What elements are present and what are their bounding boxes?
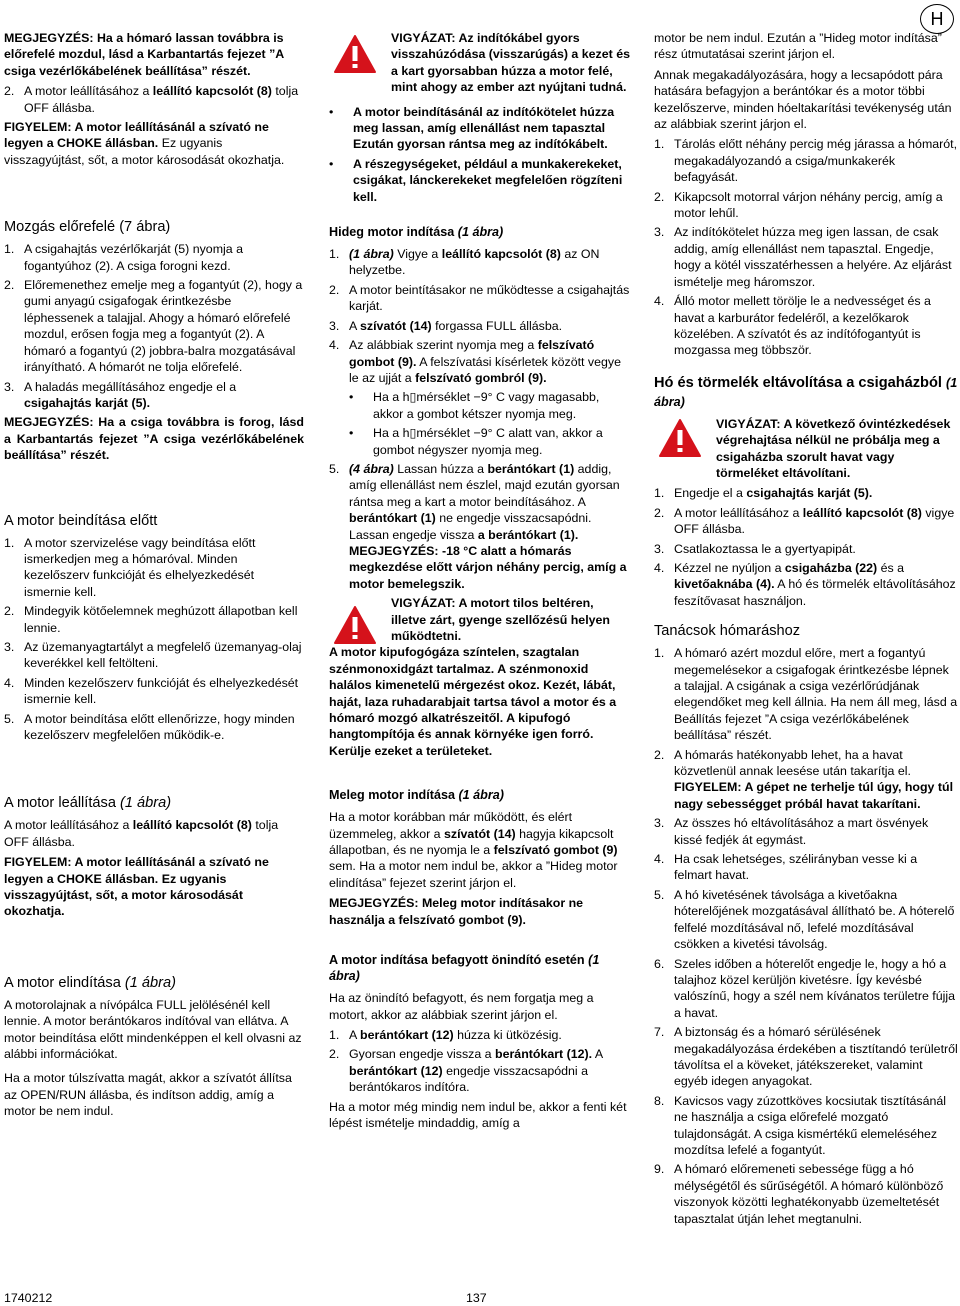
- body-paragraph: Ha a motor korábban már működött, és elért üzemmeleg, akkor a szívatót (14) hagyja kikapcsolt állapotban, és ne nyomja le a felszívató gombot (9) sem. Ha a motor nem indul be, akkor a ”Hideg motor elindítása” fejezet szerint járjon el.: [329, 810, 618, 890]
- list-item: 2. Gyorsan engedje vissza a berántókart (12). A berántókart (12) engedje visszacsapódni a berántókaros indítóra.: [329, 1047, 603, 1095]
- bullet-item: • A motor beindításánál az indítókötelet húzza meg lassan, amíg ellenállást nem tapasztal Ezután gyorsan rántsa meg az indítókábelt.: [329, 104, 615, 152]
- list-item: 2. Mindegyik kötőelemnek meghúzott állapotban kell lennie.: [4, 604, 298, 635]
- list-item: 1. A csigahajtás vezérlőkarját (5) nyomja a fogantyúhoz (2). A csiga forogni kezd.: [4, 242, 244, 273]
- body-paragraph: Ha az önindító befagyott, és nem forgatja meg a motort, akkor az alábbiak szerint járjon el.: [329, 991, 594, 1022]
- section-heading: A motor leállítása (1 ábra): [4, 795, 172, 812]
- list-item: 3. A szívatót (14) forgassa FULL állásba.: [329, 318, 563, 333]
- warning-triangle-icon: [333, 605, 377, 645]
- list-item: 2. Kikapcsolt motorral várjon néhány percig, amíg a motor lehűl.: [654, 189, 943, 221]
- section-heading: A motor indítása befagyott önindító esetén (1 ábra): [329, 953, 600, 984]
- warning-triangle-icon: [333, 34, 377, 74]
- column-middle: [329, 30, 631, 1135]
- list-item: 3. A haladás megállításához engedje el a csigahajtás karját (5).: [4, 379, 237, 410]
- page-language-badge: H: [920, 4, 954, 34]
- section-heading: Tanácsok hómaráshoz: [654, 623, 801, 640]
- list-item: 2. A hómarás hatékonyabb lehet, ha a havat közvetlenül annak leesése után takarítja el. FIGYELEM: A gépet ne terhelje túl úgy, hogy túl nagy sebességget próbál havat takarítani.: [654, 747, 954, 811]
- page-number: 137: [466, 1291, 487, 1305]
- list-item: 5. (4 ábra) Lassan húzza a berántókart (1) addig, amíg ellenállást nem észlel, majd ezután gyorsan rántsa meg a kart a motor beindításához. A berántókart (1) ne engedje visszacsapódni. Lassan engedje vissza a berántókart (1). MEGJEGYZÉS: -18 °C alatt a hómarás megkezdése előtt várjon néhány percig, amíg a motor bemelegszik.: [329, 461, 627, 591]
- note-paragraph: MEGJEGYZÉS: Meleg motor indításakor ne használja a felszívató gombot (9).: [329, 896, 584, 927]
- caution-paragraph: FIGYELEM: A motor leállításánál a szívató ne legyen a CHOKE állásban. Ez ugyanis visszagyújtást, sőt, a motor károsodását okozhatja.: [4, 120, 285, 167]
- body-paragraph: Ha a motor még mindig nem indul be, akkor a fenti két lépést ismételje mindaddig, amíg a: [329, 1099, 627, 1130]
- list-item: 1. A motor szervizelése vagy beindítása előtt ismerkedjen meg a hómaróval. Minden kezelőszerv funkcióját és elhelyezkedését ismernie kell.: [4, 535, 256, 599]
- section-heading: A motor beindítása előtt: [4, 512, 158, 529]
- list-item: 2. A motor beintításakor ne működtesse a csigahajtás karját.: [329, 282, 630, 314]
- bullet-item: • Ha a h▯mérséklet −9° C alatt van, akkor a gombot négyszer nyomja meg.: [349, 426, 603, 457]
- list-item: 2. A motor leállításához a leállító kapcsolót (8) tolja OFF állásba.: [4, 84, 299, 115]
- list-item: 1. A berántókart (12) húzza ki ütközésig.: [329, 1027, 562, 1042]
- note-paragraph: MEGJEGYZÉS: Ha a hómaró lassan továbbra is előrefelé mozdul, lásd a Karbantartás fejezet ”A csiga vezérlőkábelének beállítása” részét.: [4, 31, 284, 78]
- warning-block: VIGYÁZAT: A motort tilos beltéren, illetve zárt, gyenge szellőzésű helyen működtetni.: [329, 595, 631, 648]
- list-item: 3. Az összes hó eltávolításához a mart ösvények kissé fedjék át egymást.: [654, 816, 929, 847]
- list-item: 4. Kézzel ne nyúljon a csigaházba (22) és a kivetőaknába (4). A hó és törmelék eltávolításához feszítővasat használjon.: [654, 560, 956, 608]
- warning-paragraph: A motor kipufogógáza színtelen, szagtalan szénmonoxidgázt tartalmaz. A szénmonoxid halálos kimenetelű mérgezést okoz. Kezét, lábát, haját, laza ruhadarabjait tartsa távol a motor és a hómaró mozgó alkatrészeitől. A kipufogó hangtompítója és annak környéke igen forró. Kerülje ezeket a területeket.: [329, 645, 617, 758]
- caution-paragraph: FIGYELEM: A motor leállításánál a szívató ne legyen a CHOKE állásban. Ez ugyanis visszagyújtást, sőt, a motor károsodását okozhatja.: [4, 855, 269, 919]
- list-item: 4. Álló motor mellett törölje le a nedvességet és a havat a karburátor fedeléről, a kezelőkarok közelében. A szívatót és az indítófogantyút is mozgassa meg többször.: [654, 294, 931, 358]
- section-heading: Hideg motor indítása (1 ábra): [329, 225, 504, 240]
- list-item: 9. A hómaró előremeneti sebessége függ a hó mélységétől és sűrűségétől. A hómaró különböző viszonyok közötti leghatékonyabb üzemeltetését tapasztalat útján lehet megtanulni.: [654, 1162, 944, 1226]
- section-heading: Meleg motor indítása (1 ábra): [329, 788, 504, 803]
- list-item: 1. Engedje el a csigahajtás karját (5).: [654, 486, 873, 501]
- warning-triangle-icon: [658, 418, 702, 458]
- list-item: 2. Előremenethez emelje meg a fogantyút (2), hogy a gumi anyagú csigafogak érintkezésbe léphessenek a talajjal. Ahogy a hómaró előrefelé mozdul, erősen fogja meg a fogantyút (2). A hómaró a fogantyú (2) jobbra-balra mozgatásával irányítható. A hómarót ne tolja előrefelé.: [4, 278, 303, 375]
- list-item: 2. A motor leállításához a leállító kapcsolót (8) vigye OFF állásba.: [654, 505, 955, 537]
- body-paragraph: Ha a motor túlszívatta magát, akkor a szívatót állítsa az OPEN/RUN állásba, és indítson addig, amíg a motor be nem indul.: [4, 1071, 292, 1119]
- note-paragraph: MEGJEGYZÉS: Ha a csiga továbbra is forog, lásd a Karbantartás fejezet ”A csiga vezérlőkábelének beállítása” részét.: [4, 415, 304, 463]
- column-right: [654, 30, 958, 1230]
- body-paragraph: A motorolajnak a nívópálca FULL jelölésénél kell lennie. A motor berántókaros indítóval van ellátva. A motor beindítása előtt mindenképpen el kell olvasni az alábbi információkat.: [4, 997, 302, 1062]
- list-item: 5. A motor beindítása előtt ellenőrizze, hogy minden kezelőszerv megfelelően működik-e.: [4, 711, 295, 742]
- warning-block: VIGYÁZAT: Az indítókábel gyors visszahúzódása (visszarúgás) a kezet és a kart gyorsabban húzza a motor felé, mint ahogy az ember azt nyújtani tudná.: [329, 30, 631, 100]
- body-paragraph: Annak megakadályozására, hogy a lecsapódott pára hatására befagyjon a berántókar és a motor többi kezelőszerve, minden hóeltakarítási tevékenység után az alábbiak szerint járjon el.: [654, 67, 952, 132]
- document-code: 1740212: [4, 1291, 53, 1305]
- bullet-item: • A részegységeket, például a munkakerekeket, csigákat, lánckerekeket megfelelően rögzíteni kell.: [329, 156, 623, 204]
- list-item: 8. Kavicsos vagy zúzottköves kocsiutak tisztításánál ne használja a csiga előrefelé mozgató tulajdonságát. A csiga kismértékű elemeléséhez mozdítsa lefelé a fogantyút.: [654, 1093, 947, 1157]
- list-item: 3. Csatlakoztassa le a gyertyapipát.: [654, 541, 856, 556]
- list-item: 1. A hómaró azért mozdul előre, mert a fogantyú megemelésekor a csigafogak érintkezésbe lépnek a talajjal. A csigának a csiga vezérlőrúdjának elegendőket meg kell állnia. Ha nem áll meg, lásd a Beállítás fejezet ”A csiga vezérlőkábelének beállítása” részét.: [654, 646, 958, 743]
- bullet-item: • Ha a h▯mérséklet −9° C vagy magasabb, akkor a gombot kétszer nyomja meg.: [349, 390, 600, 421]
- list-item: 5. A hó kivetésének távolsága a kivetőakna hóterelőjének mozgatásával állítható be. A hóterelő felfelé mozdításával nő, lefelé mozdításával csökken a kivetési távolság.: [654, 887, 955, 952]
- list-item: 1. (1 ábra) Vigye a leállító kapcsolót (8) az ON helyzetbe.: [329, 247, 600, 278]
- list-item: 4. Ha csak lehetséges, szélirányban vesse ki a felmart havat.: [654, 852, 918, 883]
- section-heading: A motor elindítása (1 ábra): [4, 974, 176, 991]
- list-item: 3. Az indítókötelet húzza meg igen lassan, de csak addig, amíg ellenállást nem tapasztal. Engedje, hogy a kötél visszatérhessen a helyére. Az eljárást ismételje meg háromszor.: [654, 225, 952, 289]
- section-heading: Hó és törmelék eltávolítása a csigaházból (1 ábra): [654, 374, 958, 409]
- column-left: [4, 30, 304, 1124]
- list-item: 4. Minden kezelőszerv funkcióját és elhelyezkedését ismernie kell.: [4, 675, 299, 707]
- body-paragraph: A motor leállításához a leállító kapcsolót (8) tolja OFF állásba.: [4, 818, 279, 849]
- list-item: 3. Az üzemanyagtartályt a megfelelő üzemanyag-olaj keverékkel kell feltölteni.: [4, 639, 302, 671]
- body-paragraph: motor be nem indul. Ezután a ”Hideg motor indítása” rész útmutatásai szerint járjon el.: [654, 31, 942, 62]
- section-heading: Mozgás előrefelé (7 ábra): [4, 219, 171, 236]
- list-item: 4. Az alábbiak szerint nyomja meg a felszívató gombot (9). A felszívatási kísérletek között vegye le az ujját a felszívató gombról (9).: [329, 338, 621, 385]
- list-item: 1. Tárolás előtt néhány percig még járassa a hómarót, megakadályozandó a csiga/munkakerék befagyását.: [654, 137, 958, 185]
- warning-block: VIGYÁZAT: A következő óvintézkedések végrehajtása nélkül ne próbálja meg a csigaházba szorult havat vagy törmeléket eltávolítani.: [654, 416, 958, 486]
- list-item: 6. Szeles időben a hóterelőt engedje le, hogy a hó a talajhoz közel kerüljön kivetésre. Így kevésbé valószínű, hogy a szél nem kívánatos területre fújja a havat.: [654, 956, 956, 1020]
- list-item: 7. A biztonság és a hómaró sérülésének megakadályozása érdekében a tisztítandó területről távolítsa el a köveket, játékszereket, valamint egyéb idegen anyagokat.: [654, 1025, 958, 1089]
